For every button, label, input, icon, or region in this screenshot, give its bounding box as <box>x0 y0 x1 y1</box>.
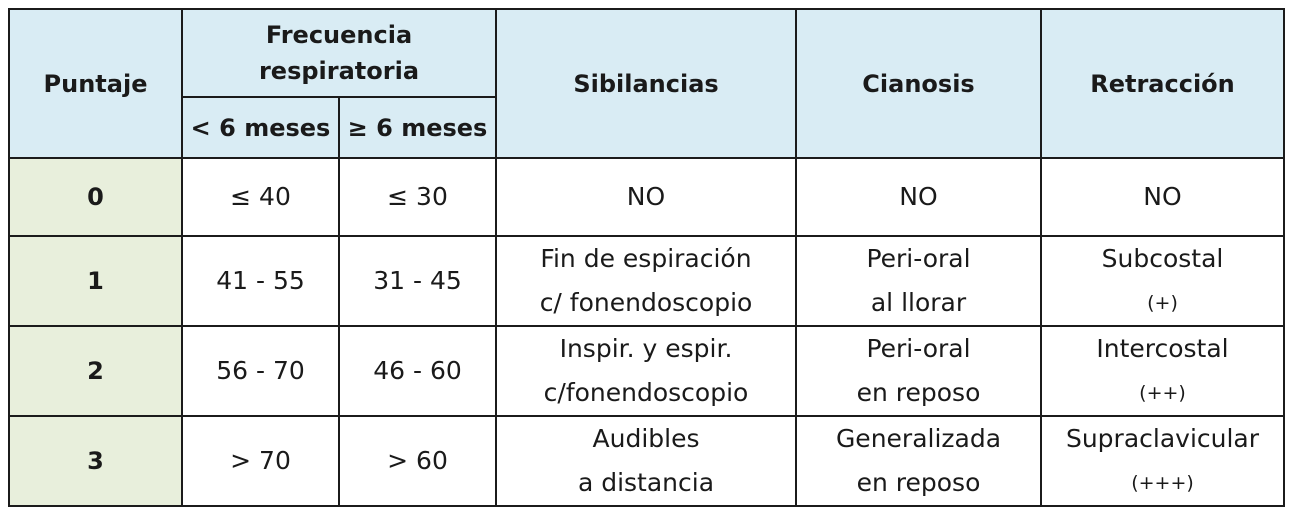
table-row <box>9 416 1284 506</box>
cyanosis-cell <box>796 236 1041 326</box>
retraction-cell <box>1041 158 1284 236</box>
cyanosis-line-1: Generalizada <box>835 424 1002 453</box>
cyanosis-line-1: Peri-oral <box>866 334 971 363</box>
wheezing-cell <box>496 236 796 326</box>
retraction-cell <box>1041 326 1284 416</box>
retraction-grade: (+++) <box>1131 472 1194 494</box>
header-respiratory-rate: Frecuencia respiratoria <box>182 9 496 97</box>
header-cyanosis: Cianosis <box>796 9 1041 158</box>
wheezing-line-1: Fin de espiración <box>540 244 752 273</box>
score-value: 0 <box>9 158 182 236</box>
table-row <box>9 236 1284 326</box>
resp-rate-6m-plus: 46 - 60 <box>339 326 496 416</box>
score-value: 1 <box>9 236 182 326</box>
cyanosis-line-1: NO <box>899 182 938 211</box>
cyanosis-cell <box>796 326 1041 416</box>
retraction-line-1: Subcostal <box>1101 244 1224 273</box>
retraction-cell <box>1041 236 1284 326</box>
score-value: 3 <box>9 416 182 506</box>
retraction-cell <box>1041 416 1284 506</box>
table-row <box>9 158 1284 236</box>
wheezing-line-1: Audibles <box>592 424 700 453</box>
resp-rate-6m-plus: ≤ 30 <box>339 158 496 236</box>
header-score: Puntaje <box>9 9 182 158</box>
wheezing-line-2: c/fonendoscopio <box>543 378 749 407</box>
cyanosis-line-2: en reposo <box>856 378 981 407</box>
wheezing-line-2: a distancia <box>577 468 715 497</box>
resp-rate-under-6m: 41 - 55 <box>182 236 339 326</box>
header-retraction: Retracción <box>1041 9 1284 158</box>
header-wheezing: Sibilancias <box>496 9 796 158</box>
cyanosis-cell <box>796 158 1041 236</box>
retraction-line-1: Intercostal <box>1096 334 1229 363</box>
retraction-line-1: NO <box>1143 182 1182 211</box>
table-row <box>9 326 1284 416</box>
cyanosis-line-2: al llorar <box>870 288 967 317</box>
cyanosis-line-1: Peri-oral <box>866 244 971 273</box>
retraction-grade: (++) <box>1139 382 1186 404</box>
cyanosis-line-2: en reposo <box>856 468 981 497</box>
header-6-months-or-more: ≥ 6 meses <box>339 97 496 158</box>
retraction-grade: (+) <box>1147 292 1178 314</box>
resp-rate-6m-plus: > 60 <box>339 416 496 506</box>
resp-rate-6m-plus: 31 - 45 <box>339 236 496 326</box>
resp-rate-under-6m: > 70 <box>182 416 339 506</box>
wheezing-cell <box>496 416 796 506</box>
score-table-container <box>8 8 1285 507</box>
wheezing-cell <box>496 158 796 236</box>
wheezing-line-1: Inspir. y espir. <box>559 334 733 363</box>
resp-rate-under-6m: ≤ 40 <box>182 158 339 236</box>
wheezing-cell <box>496 326 796 416</box>
score-value: 2 <box>9 326 182 416</box>
header-under-6-months: < 6 meses <box>182 97 339 158</box>
bronchiolitis-score-table <box>8 8 1285 507</box>
wheezing-line-2: c/ fonendoscopio <box>539 288 753 317</box>
cyanosis-cell <box>796 416 1041 506</box>
retraction-line-1: Supraclavicular <box>1065 424 1260 453</box>
resp-rate-under-6m: 56 - 70 <box>182 326 339 416</box>
wheezing-line-1: NO <box>626 182 666 211</box>
